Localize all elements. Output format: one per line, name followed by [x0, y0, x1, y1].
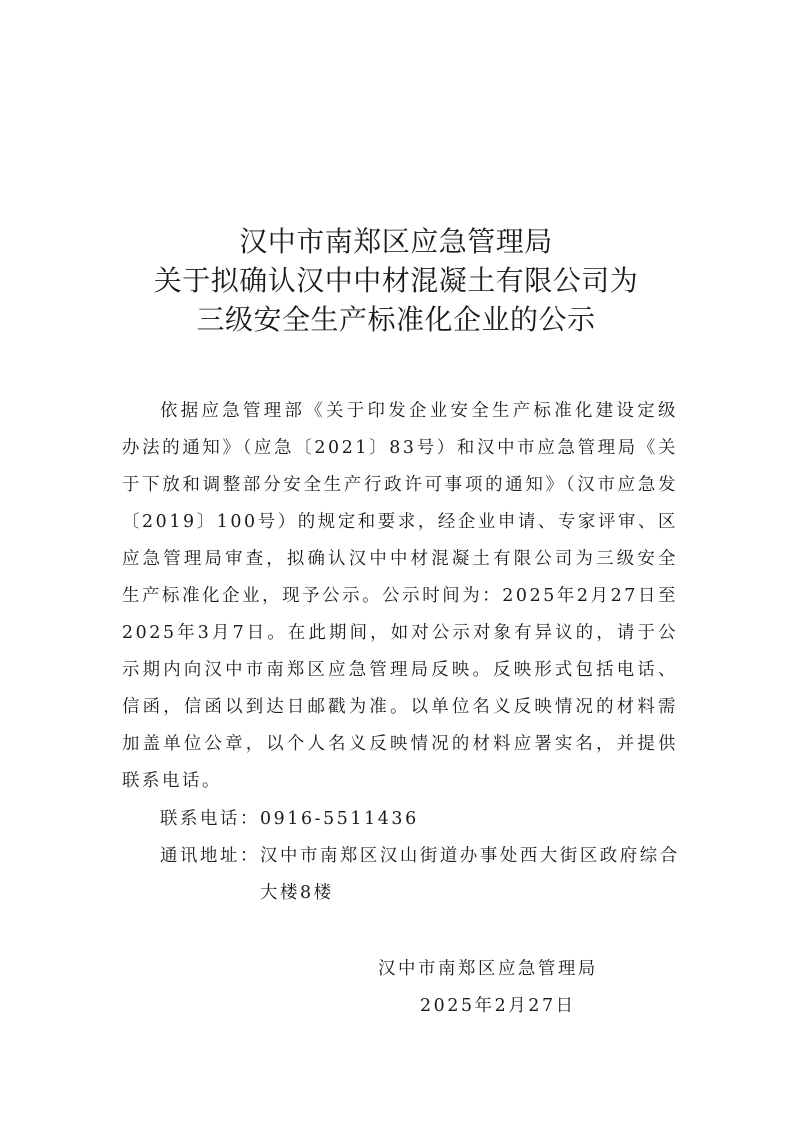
signature-organization: 汉中市南郑区应急管理局 — [378, 959, 598, 979]
title-line-1: 汉中市南郑区应急管理局 — [239, 225, 553, 258]
contact-phone-label: 联系电话： — [160, 809, 260, 829]
title-line-3: 三级安全生产标准化企业的公示 — [196, 303, 596, 336]
contact-address — [160, 838, 680, 912]
contact-address-value: 汉中市南郑区汉山街道办事处西大街区政府综合大楼8楼 — [259, 846, 680, 903]
signature-date: 2025年2月27日 — [420, 996, 576, 1016]
title-line-2: 关于拟确认汉中中材混凝土有限公司为 — [153, 264, 639, 297]
contact-address-label: 通讯地址： — [160, 846, 260, 866]
document-title — [0, 222, 792, 339]
notice-body-paragraph: 依据应急管理部《关于印发企业安全生产标准化建设定级办法的通知》（应急〔2021〕83号）和汉中市应急管理局《关于下放和调整部分安全生产行政许可事项的通知》（汉市应急发〔2019〕100号）的规定和要求，经企业申请、专家评审、区应急管理局审查，拟确认汉中中材混凝土有限公司为三级安全生产标准化企业，现予公示。公示时间为：2025年2月27日至2025年3月7日。在此期间，如对公示对象有异议的，请于公示期内向汉中市南郑区应急管理局反映。反映形式包括电话、信函，信函以到达日邮戳为准。以单位名义反映情况的材料需加盖单位公章，以个人名义反映情况的材料应署实名，并提供联系电话。 — [122, 401, 678, 791]
contact-phone-value: 0916-5511436 — [259, 809, 419, 829]
contact-phone — [160, 801, 419, 838]
